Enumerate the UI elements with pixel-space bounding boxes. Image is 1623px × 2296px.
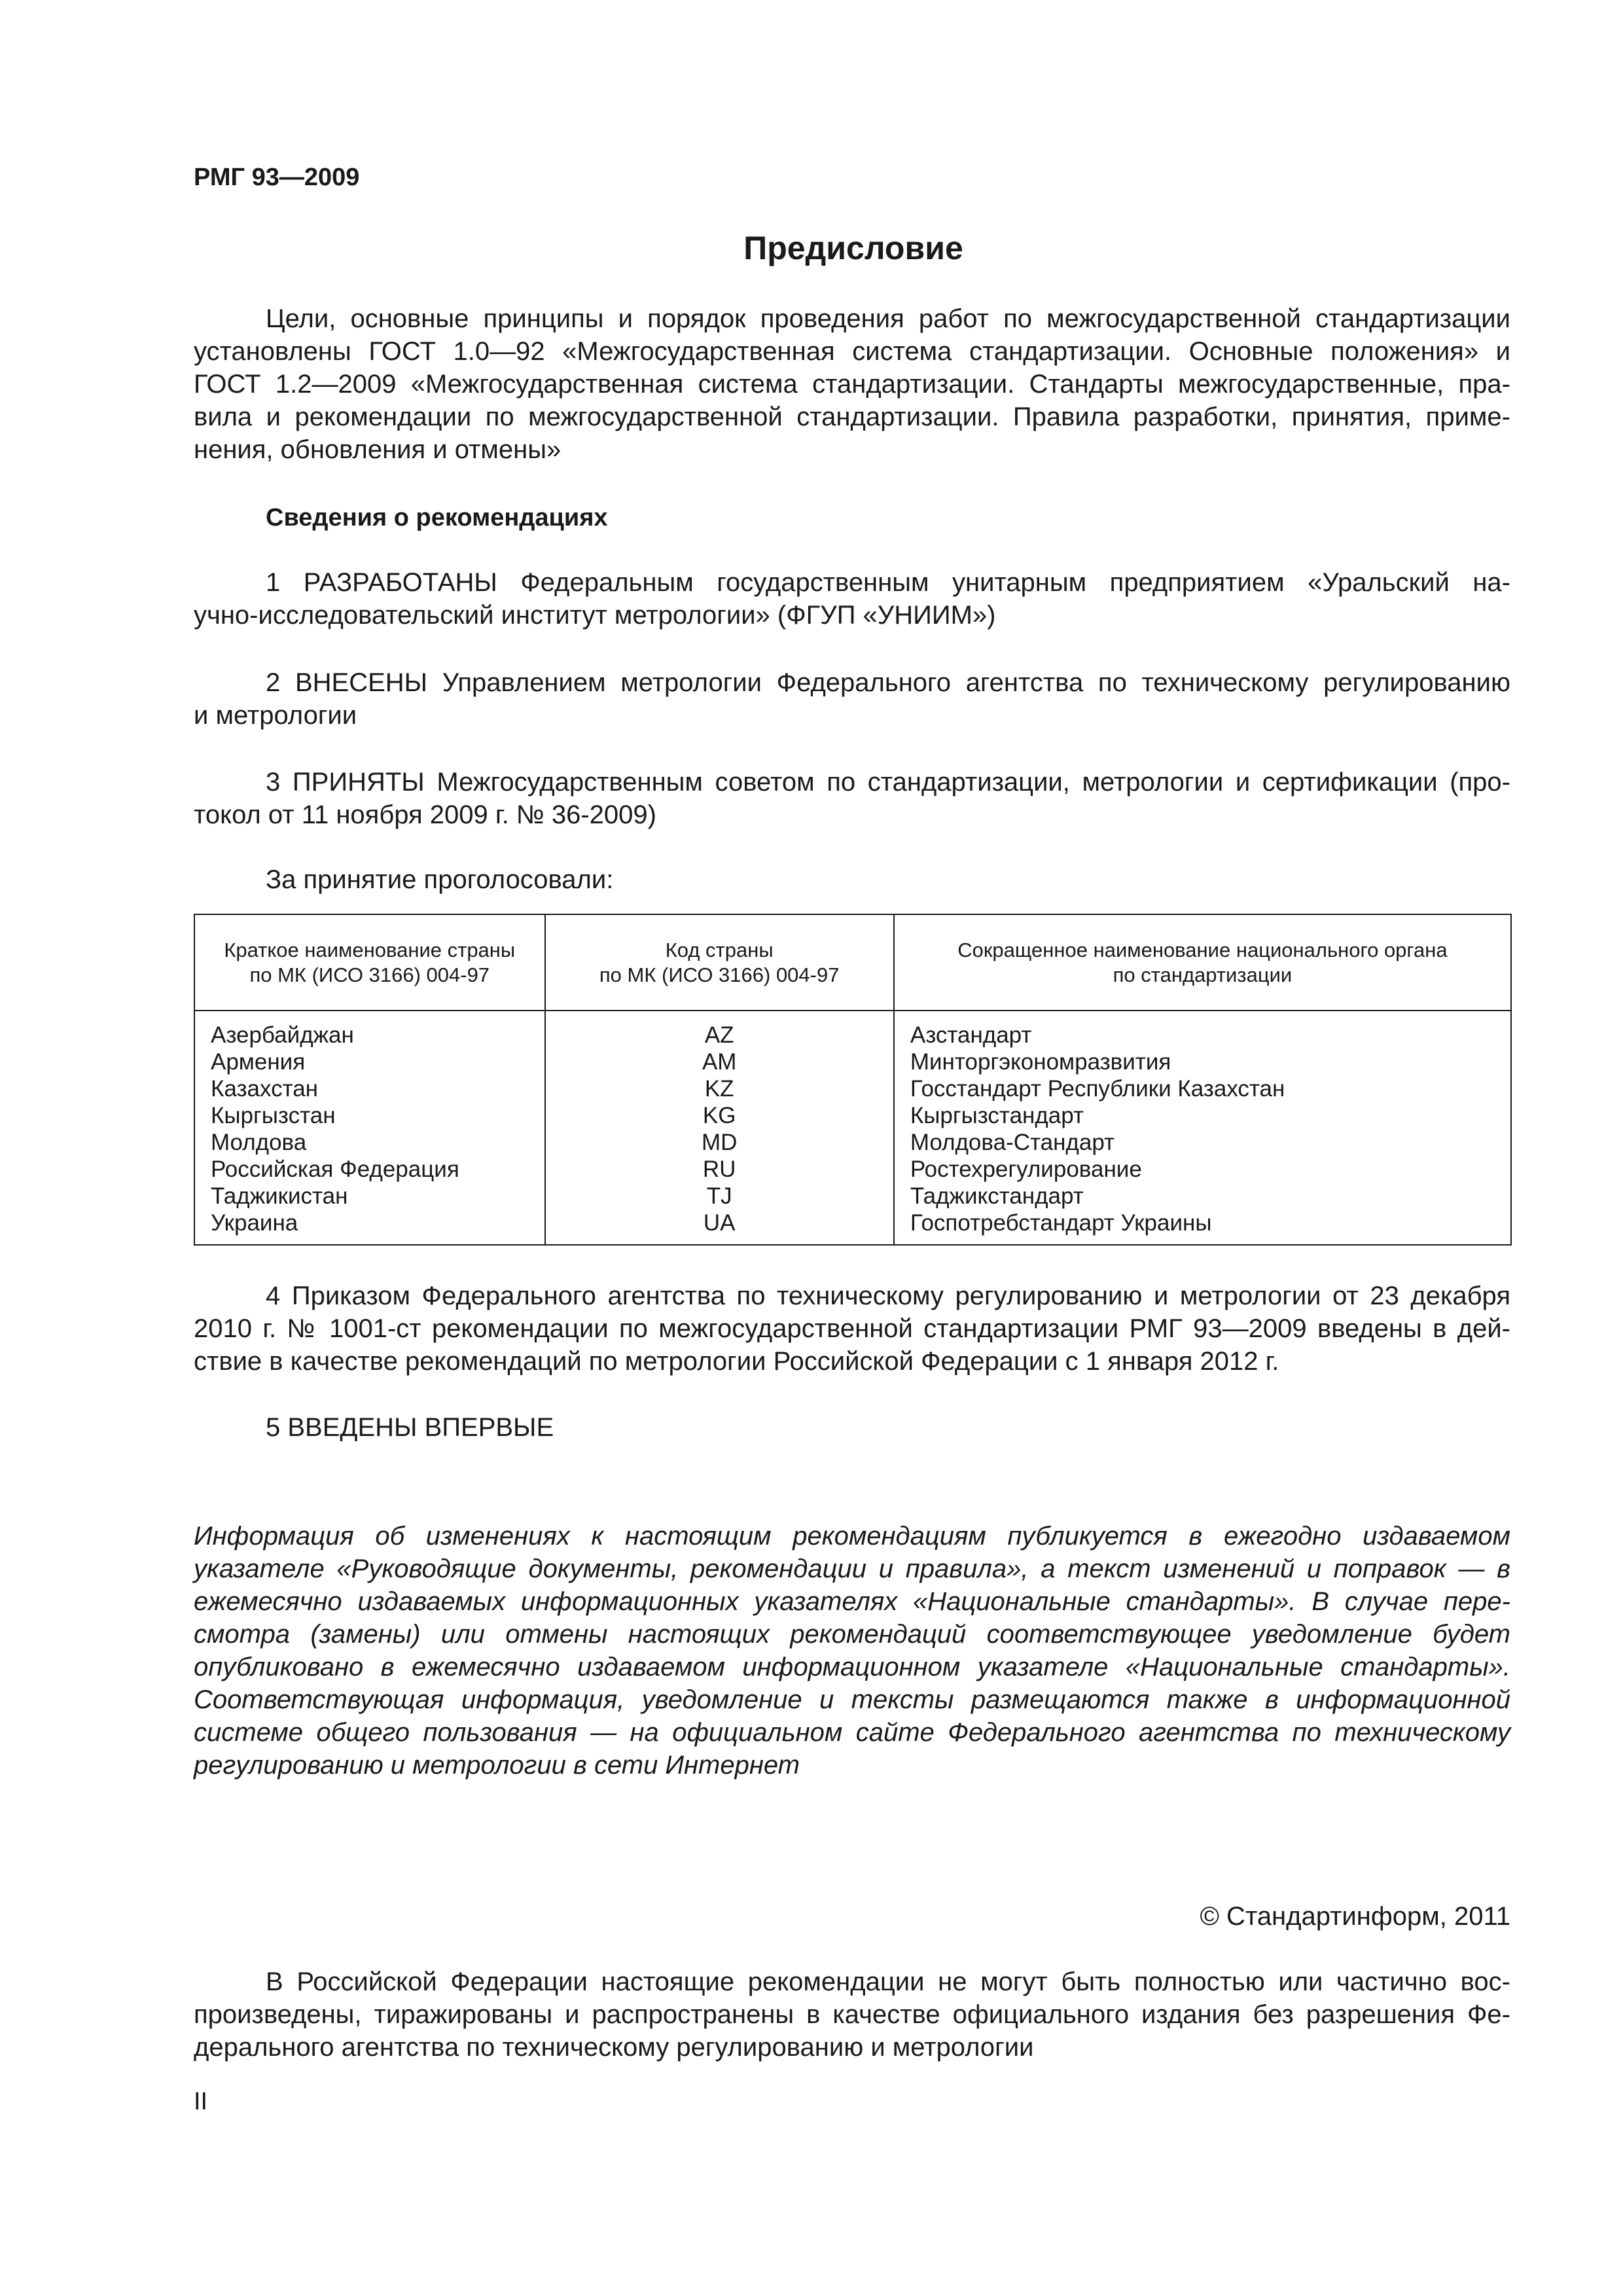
cell-body: Минторгэкономразвития (894, 1049, 1511, 1075)
notice-line: Соответствующая информация, уведомление и тексты размещаются также в информационной (194, 1685, 1510, 1714)
cell-country: Армения (194, 1049, 545, 1075)
item-line: 4 Приказом Федерального агентства по техническому регулированию и метрологии от 23 декабря (266, 1282, 1510, 1310)
table-row (194, 1102, 1511, 1129)
cell-body: Госпотребстандарт Украины (894, 1210, 1511, 1245)
header-line: Код страны (665, 938, 774, 961)
table-header-row (194, 914, 1511, 1011)
cell-code: KZ (545, 1075, 894, 1102)
item-line: токол от 11 ноября 2009 г. № 36-2009) (194, 800, 656, 829)
table-row (194, 1210, 1511, 1245)
cell-country: Таджикистан (194, 1183, 545, 1210)
intro-line: Цели, основные принципы и порядок проведения работ по межгосударственной стандартизации (266, 304, 1510, 333)
item-5 (194, 1411, 1510, 1444)
copyright-notice: © Стандартинформ, 2011 (1200, 1902, 1510, 1931)
intro-line: установлены ГОСТ 1.0—92 «Межгосударственная система стандартизации. Основные положения» и (194, 337, 1510, 366)
header-line: Сокращенное наименование национального органа (957, 938, 1448, 961)
notice-line: смотра (замены) или отмены настоящих рекомендаций соответствующее уведомление будет (194, 1620, 1510, 1649)
notice-line: регулированию и метрологии в сети Интернет (194, 1751, 800, 1780)
header-line: по стандартизации (1113, 963, 1293, 986)
item-3 (194, 766, 1510, 831)
intro-paragraph (194, 302, 1510, 466)
table-row (194, 1156, 1511, 1183)
header-body (894, 914, 1511, 1011)
item-line: 2 ВНЕСЕНЫ Управлением метрологии Федерального агентства по техническому регулированию (266, 668, 1510, 697)
vote-label: За принятие проголосовали: (266, 865, 614, 894)
intro-line: ГОСТ 1.2—2009 «Межгосударственная система стандартизации. Стандарты межгосударственные, пра- (194, 370, 1510, 399)
notice-line: указателе «Руководящие документы, рекомендации и правила», а текст изменений и поправок — в (194, 1554, 1510, 1583)
header-line: по МК (ИСО 3166) 004-97 (599, 963, 840, 986)
notice-line: Информация об изменениях к настоящим рекомендациям публикуется в ежегодно издаваемом (194, 1522, 1510, 1551)
cell-code: KG (545, 1102, 894, 1129)
restriction-paragraph (194, 1965, 1510, 2064)
document-code: РМГ 93—2009 (194, 164, 360, 191)
page-title: Предисловие (743, 230, 963, 266)
item-line: учно-исследовательский институт метрологии» (ФГУП «УНИИМ») (194, 601, 996, 630)
item-line: и метрологии (194, 701, 357, 730)
cell-body: Таджикстандарт (894, 1183, 1511, 1210)
item-1 (194, 566, 1510, 632)
table-row (194, 1075, 1511, 1102)
intro-line: вила и рекомендации по межгосударственной стандартизации. Правила разработки, принятия, приме- (194, 403, 1510, 431)
cell-country: Азербайджан (194, 1011, 545, 1049)
header-country (194, 914, 545, 1011)
notice-line: ежемесячно издаваемых информационных указателях «Национальные стандарты». В случае пере- (194, 1587, 1510, 1616)
notice-line: опубликовано в ежемесячно издаваемом информационном указателе «Национальные стандарты». (194, 1653, 1510, 1681)
cell-code: AM (545, 1049, 894, 1075)
cell-code: AZ (545, 1011, 894, 1049)
cell-code: TJ (545, 1183, 894, 1210)
table-row (194, 1049, 1511, 1075)
notice-line: системе общего пользования — на официальном сайте Федерального агентства по техническому (194, 1718, 1510, 1747)
info-heading: Сведения о рекомендациях (266, 504, 608, 531)
header-line: по МК (ИСО 3166) 004-97 (249, 963, 490, 986)
cell-country: Украина (194, 1210, 545, 1245)
cell-code: MD (545, 1129, 894, 1156)
restriction-line: дерального агентства по техническому регулированию и метрологии (194, 2033, 1034, 2062)
table-row (194, 1129, 1511, 1156)
changes-notice (194, 1520, 1510, 1782)
item-2 (194, 666, 1510, 732)
item-line: 3 ПРИНЯТЫ Межгосударственным советом по стандартизации, метрологии и сертификации (про- (266, 768, 1510, 797)
header-line: Краткое наименование страны (224, 938, 516, 961)
item-line: 2010 г. № 1001-ст рекомендации по межгосударственной стандартизации РМГ 93—2009 введены в дей- (194, 1314, 1510, 1343)
restriction-line: В Российской Федерации настоящие рекомендации не могут быть полностью или частично вос- (266, 1967, 1510, 1996)
cell-code: UA (545, 1210, 894, 1245)
item-line: ствие в качестве рекомендаций по метрологии Российской Федерации с 1 января 2012 г. (194, 1347, 1279, 1376)
voting-table (194, 914, 1512, 1246)
table-row (194, 1183, 1511, 1210)
cell-body: Ростехрегулирование (894, 1156, 1511, 1183)
restriction-line: произведены, тиражированы и распространены в качестве официального издания без разрешения Фе- (194, 2000, 1510, 2029)
item-4 (194, 1280, 1510, 1378)
header-code (545, 914, 894, 1011)
cell-country: Казахстан (194, 1075, 545, 1102)
item-line: 1 РАЗРАБОТАНЫ Федеральным государственным унитарным предприятием «Уральский на- (266, 568, 1510, 597)
cell-body: Кыргызстандарт (894, 1102, 1511, 1129)
page-number: II (194, 2088, 208, 2115)
cell-country: Российская Федерация (194, 1156, 545, 1183)
cell-country: Молдова (194, 1129, 545, 1156)
cell-body: Молдова-Стандарт (894, 1129, 1511, 1156)
cell-body: Госстандарт Республики Казахстан (894, 1075, 1511, 1102)
table-row (194, 1011, 1511, 1049)
intro-line: нения, обновления и отмены» (194, 435, 562, 464)
cell-country: Кыргызстан (194, 1102, 545, 1129)
cell-code: RU (545, 1156, 894, 1183)
cell-body: Азстандарт (894, 1011, 1511, 1049)
item-line: 5 ВВЕДЕНЫ ВПЕРВЫЕ (266, 1413, 554, 1442)
